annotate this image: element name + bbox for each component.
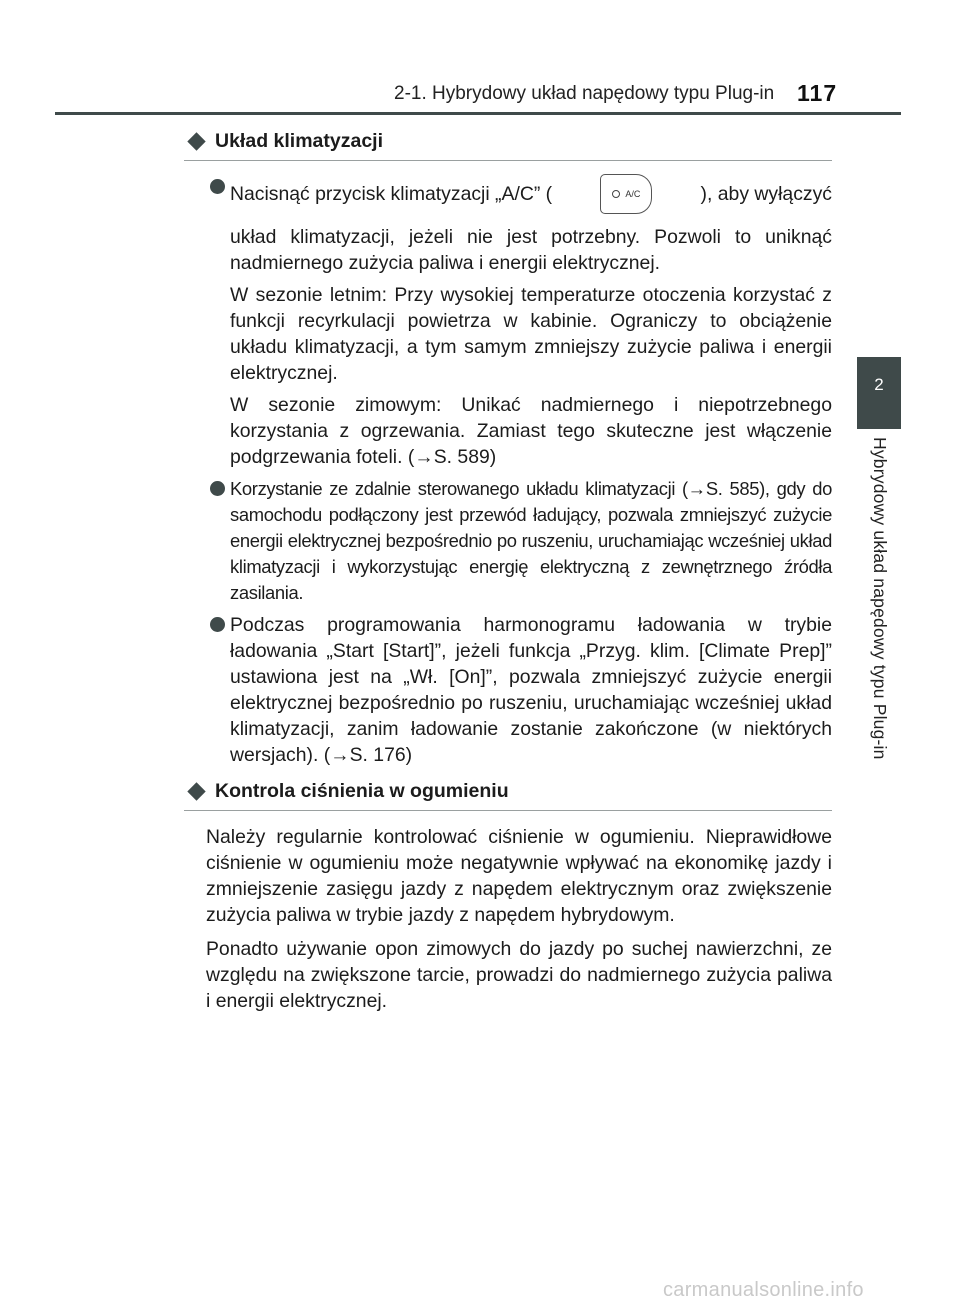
paragraph: Należy regularnie kontrolować ciśnienie w ogumieniu. Nieprawidłowe ciśnienie w ogumieniu może negatywnie wpływać na ekonomikę jazdy i zmniejszenie zasięgu jazdy z napędem elektrycznym oraz zwiększenie zużycia paliwa w trybie jazdy z napędem hybrydowym. xyxy=(206,826,832,926)
text-fragment: ), aby wyłączyć xyxy=(700,183,832,205)
section-tire-pressure xyxy=(184,778,832,1014)
list-item xyxy=(184,476,832,606)
section-title: Kontrola ciśnienia w ogumieniu xyxy=(215,780,509,802)
chapter-label: Hybrydowy układ napędowy typu Plug-in xyxy=(870,437,890,760)
section-title: Układ klimatyzacji xyxy=(215,130,383,152)
chapter-number: 2 xyxy=(874,375,884,394)
ac-button-label: A/C xyxy=(625,189,641,199)
chapter-tab xyxy=(857,357,901,429)
page-content xyxy=(184,128,832,1022)
paragraph: Ponadto używanie opon zimowych do jazdy po suchej nawierzchni, ze względu na zwiększone tarcie, prowadzi do nadmiernego zużycia paliwa i energii elektrycznej. xyxy=(206,938,832,1012)
watermark: carmanualsonline.info xyxy=(663,1279,864,1301)
indicator-light-icon xyxy=(612,190,620,198)
paragraph: Podczas programowania harmonogramu ładowania w trybie ładowania „Start [Start]”, jeżeli funkcja „Przyg. klim. [Climate Prep]” ustawiona jest na „Wł. [On]”, pozwala zmniejszyć zużycie energii elektrycznej bezpośrednio po ruszeniu, uruchamiając wcześniej układ klimatyzacji, zanim ładowanie zostanie zakończone (w niektórych wersjach). (→S. 176) xyxy=(230,614,832,766)
section-heading-air-conditioning xyxy=(184,128,832,161)
bullet-icon xyxy=(210,617,225,632)
paragraph-summer: W sezonie letnim: Przy wysokiej temperaturze otoczenia korzystać z funkcji recyrkulacji powietrza w kabinie. Ograniczy to obciążenie układu klimatyzacji, a tym samym zmniejszy zużycie paliwa i energii elektrycznej. xyxy=(230,284,832,384)
diamond-icon xyxy=(187,132,205,150)
paragraph-winter: W sezonie zimowym: Unikać nadmiernego i niepotrzebnego korzystania z ogrzewania. Zamiast tego skuteczne jest włączenie podgrzewania foteli. (→S. 589) xyxy=(230,394,832,468)
section-heading-tire-pressure xyxy=(184,778,832,811)
header-title: 2-1. Hybrydowy układ napędowy typu Plug-in xyxy=(394,83,775,104)
paragraph: układ klimatyzacji, jeżeli nie jest potrzebny. Pozwoli to uniknąć nadmiernego zużycia paliwa i energii elektrycznej. xyxy=(230,226,832,274)
text-fragment: Nacisnąć przycisk klimatyzacji „A/C” ( xyxy=(230,183,553,205)
ac-button-icon xyxy=(600,174,652,214)
bullet-first-line xyxy=(230,174,832,214)
list-item xyxy=(184,174,832,470)
bullet-icon xyxy=(210,481,225,496)
bullet-icon xyxy=(210,179,225,194)
diamond-icon xyxy=(187,782,205,800)
header-rule xyxy=(55,112,901,115)
list-item xyxy=(184,612,832,768)
page-number: 117 xyxy=(797,80,838,106)
paragraph: Korzystanie ze zdalnie sterowanego układu klimatyzacji (→S. 585), gdy do samochodu podłączony jest przewód ładujący, pozwala zmniejszyć zużycie energii elektrycznej bezpośrednio po ruszeniu, uruchamiając wcześniej układ klimatyzacji i wykorzystując energię elektryczną z zewnętrznego źródła zasilania. xyxy=(230,478,832,603)
